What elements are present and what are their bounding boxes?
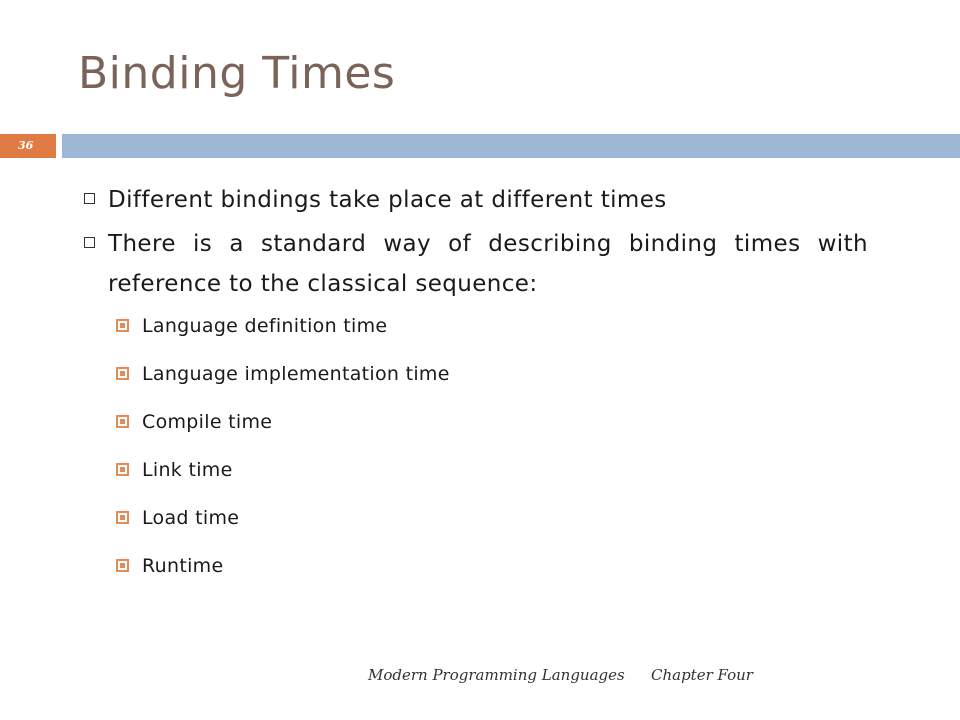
slide-title: Binding Times — [78, 48, 396, 99]
subbullet-text: Link time — [142, 459, 233, 481]
bullet-item — [78, 180, 868, 220]
subbullet-item — [78, 314, 868, 338]
subbullet-item — [78, 410, 868, 434]
subbullet-item — [78, 362, 868, 386]
square-bullet-icon — [84, 237, 95, 248]
subbullet-text: Load time — [142, 507, 240, 529]
bullet-text: Different bindings take place at different times — [108, 187, 667, 213]
footer-course-title: Modern Programming Languages — [368, 666, 625, 684]
subbullet-text: Compile time — [142, 411, 273, 433]
subbullet-text: Language implementation time — [142, 363, 450, 385]
footer-chapter: Chapter Four — [651, 666, 753, 684]
square-bullet-icon — [116, 463, 129, 476]
square-bullet-icon — [116, 367, 129, 380]
slide-content — [78, 180, 868, 602]
square-bullet-icon — [116, 511, 129, 524]
bullet-text: There is a standard way of describing binding times with reference to the classical sequence: — [108, 231, 868, 297]
header-rule-bar — [62, 134, 960, 158]
square-bullet-icon — [116, 415, 129, 428]
slide-number: 36 — [18, 139, 34, 152]
square-bullet-icon — [116, 319, 129, 332]
subbullet-list — [78, 314, 868, 578]
subbullet-item — [78, 506, 868, 530]
bullet-item — [78, 224, 868, 304]
subbullet-text: Runtime — [142, 555, 224, 577]
subbullet-text: Language definition time — [142, 315, 388, 337]
subbullet-item — [78, 554, 868, 578]
square-bullet-icon — [84, 193, 95, 204]
square-bullet-icon — [116, 559, 129, 572]
subbullet-item — [78, 458, 868, 482]
